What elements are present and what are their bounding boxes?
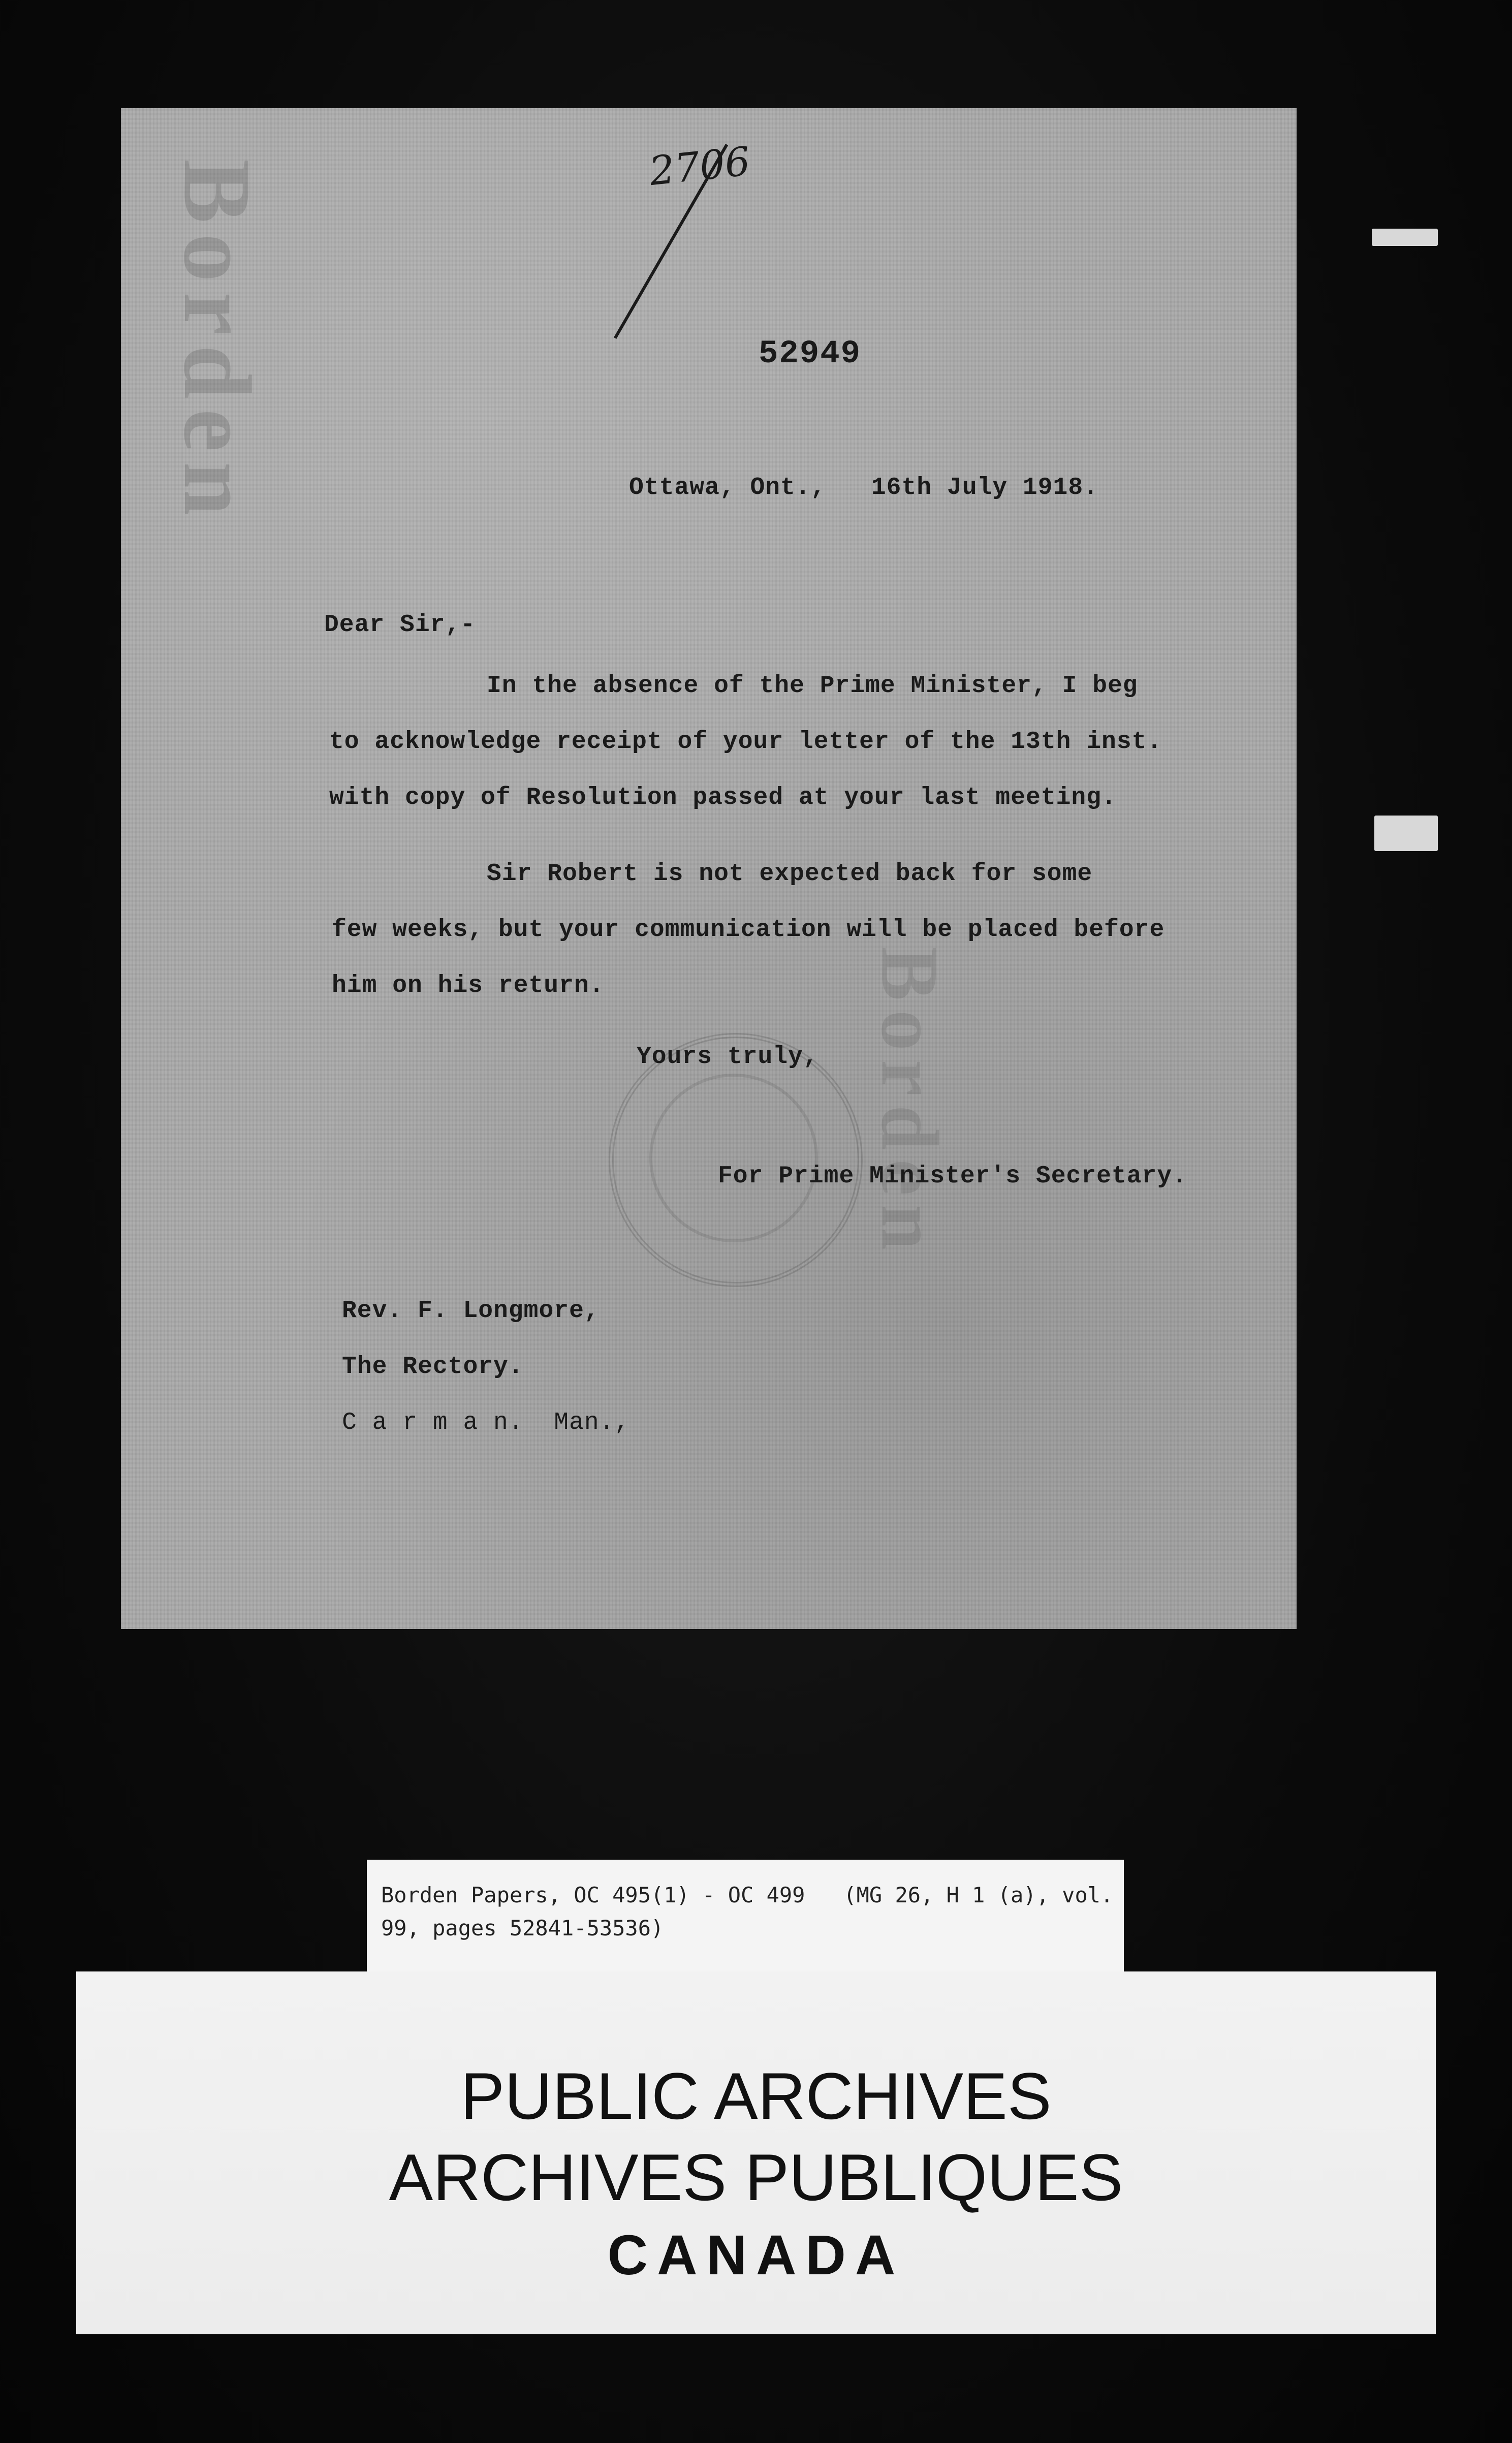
letter-page [121, 108, 1297, 1629]
salutation: Dear Sir,- [324, 611, 476, 639]
place-date: Ottawa, Ont., 16th July 1918. [629, 474, 1098, 502]
archive-reference-tag [367, 1860, 1124, 1985]
body-line: In the absence of the Prime Minister, I beg [487, 672, 1138, 700]
body-line: to acknowledge receipt of your letter of the 13th inst. [329, 728, 1162, 756]
embossed-seal [609, 1033, 863, 1287]
watermark-lower: Borden [865, 947, 955, 1259]
archive-banner [76, 1971, 1436, 2334]
archive-reference-line: Borden Papers, OC 495(1) - OC 499 (MG 26, H 1 (a), vol. [381, 1883, 1114, 1907]
closing: Yours truly, [637, 1043, 818, 1071]
banner-title-french: ARCHIVES PUBLIQUES [389, 2140, 1123, 2214]
addressee-line: C a r m a n. Man., [342, 1409, 630, 1436]
document-number: 52949 [759, 336, 862, 372]
banner-country: CANADA [607, 2224, 905, 2287]
body-line: with copy of Resolution passed at your last meeting. [329, 784, 1117, 811]
addressee-line: The Rectory. [342, 1353, 524, 1381]
addressee-line: Rev. F. Longmore, [342, 1297, 600, 1325]
body-line: few weeks, but your communication will be placed before [332, 916, 1165, 944]
body-line: Sir Robert is not expected back for some [487, 860, 1093, 888]
body-line: him on his return. [332, 972, 605, 999]
watermark: Borden [164, 159, 270, 526]
film-edge-mark-top [1372, 229, 1438, 246]
film-edge-mark-bottom [1374, 816, 1438, 851]
archive-reference-line: 99, pages 52841-53536) [381, 1916, 664, 1940]
handwritten-file-number: 2706 [647, 138, 752, 195]
banner-title-english: PUBLIC ARCHIVES [460, 2059, 1052, 2133]
signature-title: For Prime Minister's Secretary. [718, 1163, 1187, 1190]
